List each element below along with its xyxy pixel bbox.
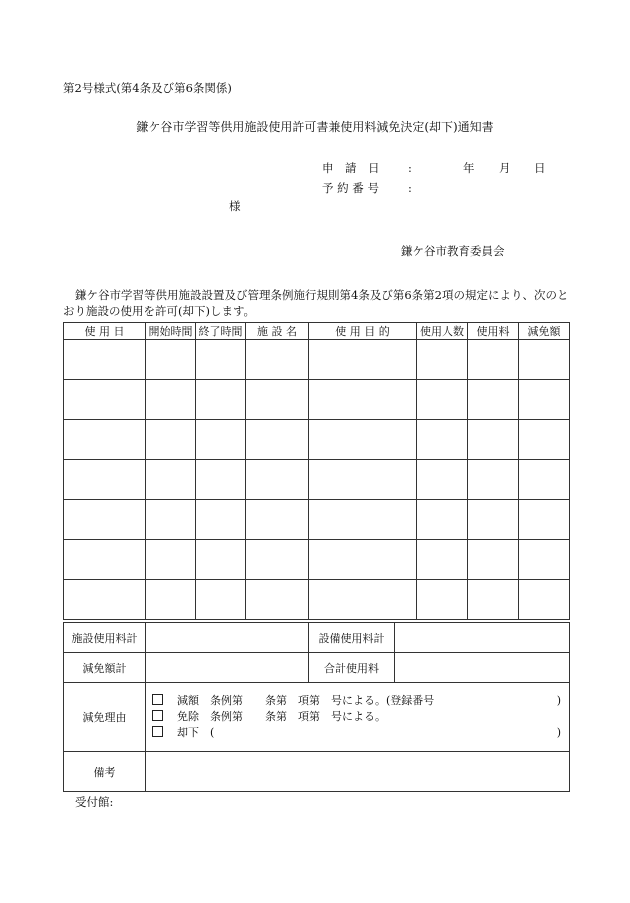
- exemption-total-label: 減免額計: [64, 653, 146, 683]
- reason-option-reduction: [152, 693, 569, 709]
- table-row: [64, 580, 570, 620]
- table-cell[interactable]: [417, 380, 468, 420]
- total-fee-value[interactable]: [395, 653, 570, 683]
- application-date-label: 申 請 日: [322, 161, 380, 175]
- addressee-suffix: 様: [229, 199, 241, 213]
- table-cell[interactable]: [468, 420, 519, 460]
- table-cell[interactable]: [309, 580, 417, 620]
- table-cell[interactable]: [417, 420, 468, 460]
- closing-paren: ): [556, 726, 561, 739]
- fee-row: [64, 623, 570, 653]
- year-label: 年: [463, 161, 475, 175]
- month-label: 月: [499, 161, 511, 175]
- table-cell[interactable]: [519, 580, 570, 620]
- table-cell[interactable]: [196, 580, 246, 620]
- column-header: 使用料: [468, 323, 519, 340]
- table-row: [64, 420, 570, 460]
- reservation-number-colon: :: [408, 181, 412, 195]
- table-cell[interactable]: [246, 500, 309, 540]
- closing-paren: ): [556, 694, 561, 707]
- table-cell[interactable]: [246, 340, 309, 380]
- checkbox-exemption[interactable]: [152, 710, 163, 721]
- table-row: [64, 540, 570, 580]
- table-cell[interactable]: [246, 380, 309, 420]
- table-cell[interactable]: [519, 340, 570, 380]
- table-cell[interactable]: [309, 420, 417, 460]
- table-cell[interactable]: [309, 460, 417, 500]
- equipment-fee-total-value[interactable]: [395, 623, 570, 653]
- table-cell[interactable]: [309, 380, 417, 420]
- table-row: [64, 380, 570, 420]
- table-cell[interactable]: [196, 460, 246, 500]
- table-cell[interactable]: [64, 380, 146, 420]
- table-cell[interactable]: [519, 540, 570, 580]
- table-cell[interactable]: [246, 580, 309, 620]
- document-title: 鎌ケ谷市学習等供用施設使用許可書兼使用料減免決定(却下)通知書: [136, 120, 494, 134]
- reason-option-exemption: [152, 709, 569, 725]
- day-label: 日: [534, 161, 546, 175]
- table-cell[interactable]: [64, 540, 146, 580]
- table-cell[interactable]: [468, 460, 519, 500]
- table-cell[interactable]: [64, 500, 146, 540]
- total-fee-label: 合計使用料: [309, 653, 395, 683]
- table-cell[interactable]: [146, 380, 196, 420]
- body-text: 鎌ケ谷市学習等供用施設設置及び管理条例施行規則第4条及び第6条第2項の規定により、次のとおり施設の使用を許可(却下)します。: [63, 288, 569, 318]
- column-header: 終了時間: [196, 323, 246, 340]
- table-cell[interactable]: [146, 580, 196, 620]
- table-row: [64, 340, 570, 380]
- table-cell[interactable]: [146, 500, 196, 540]
- table-cell[interactable]: [519, 420, 570, 460]
- equipment-fee-total-label: 設備使用料計: [309, 623, 395, 653]
- checkbox-reduction[interactable]: [152, 694, 163, 705]
- table-cell[interactable]: [246, 460, 309, 500]
- table-cell[interactable]: [468, 580, 519, 620]
- column-header: 使 用 日: [64, 323, 146, 340]
- table-cell[interactable]: [468, 340, 519, 380]
- facility-fee-total-value[interactable]: [146, 623, 309, 653]
- table-row: [64, 460, 570, 500]
- table-cell[interactable]: [417, 460, 468, 500]
- table-row: [64, 500, 570, 540]
- column-header: 施 設 名: [246, 323, 309, 340]
- table-cell[interactable]: [64, 580, 146, 620]
- summary-table: [63, 622, 570, 792]
- application-date-colon: :: [408, 161, 412, 175]
- table-cell[interactable]: [309, 340, 417, 380]
- exemption-total-value[interactable]: [146, 653, 309, 683]
- table-cell[interactable]: [146, 340, 196, 380]
- table-cell[interactable]: [417, 340, 468, 380]
- table-cell[interactable]: [146, 540, 196, 580]
- table-cell[interactable]: [246, 420, 309, 460]
- usage-table: [63, 322, 570, 620]
- reason-option-text: 免除 条例第 条第 項第 号による。: [177, 710, 386, 723]
- table-cell[interactable]: [64, 460, 146, 500]
- column-header: 使 用 目 的: [309, 323, 417, 340]
- table-cell[interactable]: [519, 500, 570, 540]
- table-cell[interactable]: [196, 540, 246, 580]
- table-cell[interactable]: [196, 500, 246, 540]
- notes-label: 備考: [64, 752, 146, 792]
- reception-label: 受付館:: [75, 795, 114, 809]
- table-cell[interactable]: [417, 580, 468, 620]
- checkbox-rejection[interactable]: [152, 726, 163, 737]
- table-cell[interactable]: [417, 540, 468, 580]
- table-cell[interactable]: [246, 540, 309, 580]
- table-cell[interactable]: [519, 460, 570, 500]
- reason-row: [64, 683, 570, 752]
- notes-row: [64, 752, 570, 792]
- table-cell[interactable]: [468, 380, 519, 420]
- column-header: 使用人数: [417, 323, 468, 340]
- reason-label: 減免理由: [64, 683, 146, 752]
- notes-value[interactable]: [146, 752, 570, 792]
- table-cell[interactable]: [309, 540, 417, 580]
- table-cell[interactable]: [196, 340, 246, 380]
- column-header: 減免額: [519, 323, 570, 340]
- table-cell[interactable]: [468, 540, 519, 580]
- table-cell[interactable]: [196, 420, 246, 460]
- reason-option-rejection: [152, 725, 569, 741]
- table-cell[interactable]: [146, 460, 196, 500]
- reservation-number-label: 予 約 番 号: [322, 181, 379, 195]
- column-header: 開始時間: [146, 323, 196, 340]
- reason-options: [146, 683, 570, 752]
- form-number: 第2号様式(第4条及び第6条関係): [63, 81, 232, 95]
- reason-option-text: 却下 (: [177, 726, 215, 739]
- facility-fee-total-label: 施設使用料計: [64, 623, 146, 653]
- table-header-row: [64, 323, 570, 340]
- reason-option-text: 減額 条例第 条第 項第 号による。(登録番号: [177, 694, 435, 707]
- table-cell[interactable]: [519, 380, 570, 420]
- issuer-name: 鎌ケ谷市教育委員会: [401, 244, 505, 258]
- table-cell[interactable]: [64, 340, 146, 380]
- table-cell[interactable]: [468, 500, 519, 540]
- table-cell[interactable]: [64, 420, 146, 460]
- exemption-row: [64, 653, 570, 683]
- table-cell[interactable]: [309, 500, 417, 540]
- table-cell[interactable]: [196, 380, 246, 420]
- table-cell[interactable]: [146, 420, 196, 460]
- table-cell[interactable]: [417, 500, 468, 540]
